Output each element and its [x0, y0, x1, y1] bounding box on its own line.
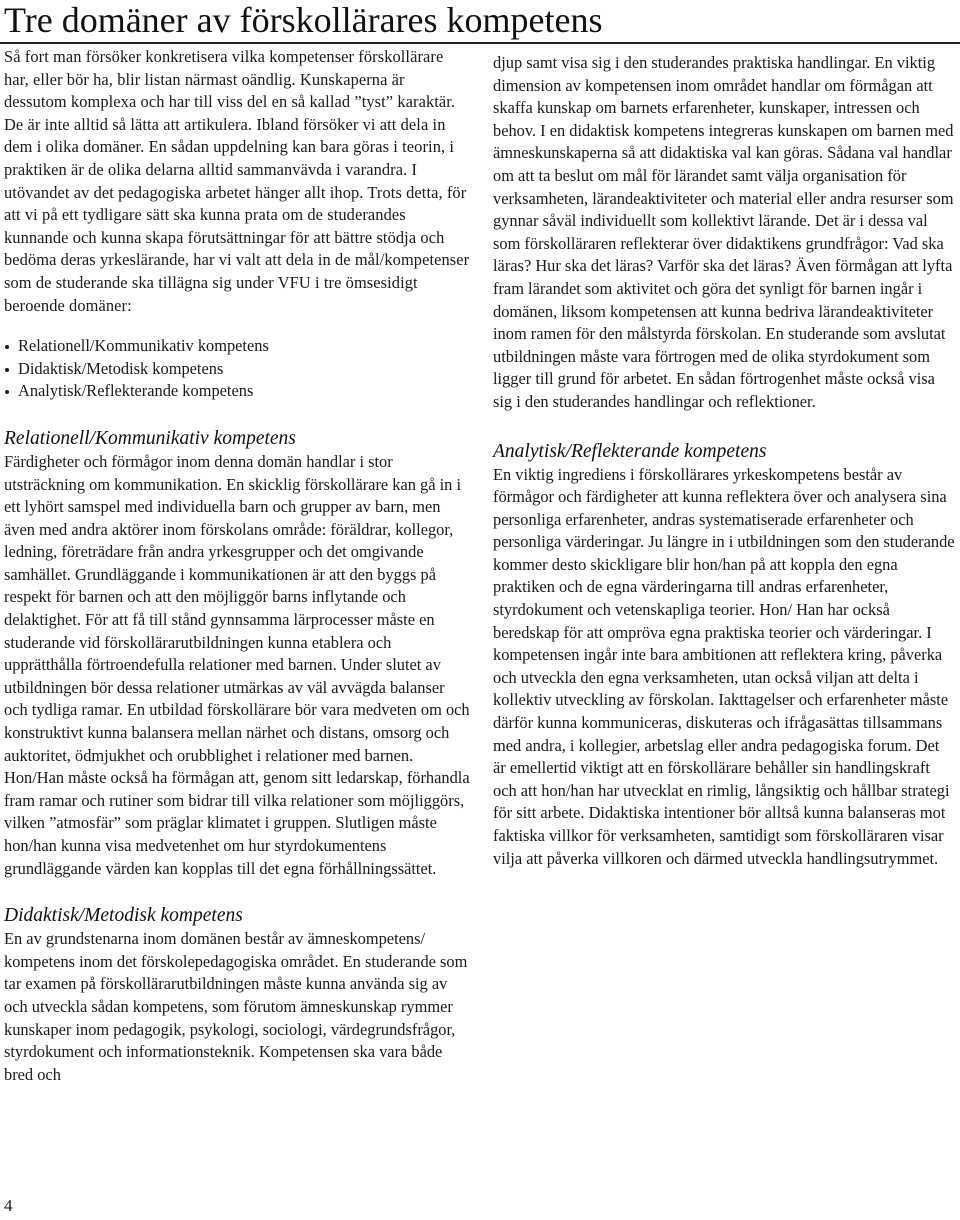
- didactic-heading: Didaktisk/Metodisk kompetens: [4, 905, 243, 927]
- relational-heading: Relationell/Kommunikativ kompetens: [4, 427, 296, 449]
- title-rule: [0, 42, 960, 44]
- intro-paragraph: Så fort man försöker konkretisera vilka kompetenser förskollärare har, eller bör ha, blir listan närmast oändlig. Kunskaperna är dessutom komplexa och har till viss del en så kallad ”tyst” karaktär. De är inte alltid så lätta att artikulera. Ibland försöker vi att dela in dem i olika domäner. En sådan uppdelning kan bara göras i teorin, i praktiken är de olika delarna alltid sammanvävda i varandra. I utövandet av det pedagogiska arbetet hänger allt ihop. Trots detta, för att vi på ett tydligare sätt ska kunna prata om de studerandes kunnande och kunna skapa förutsättningar för att bättre stödja och bedöma deras yrkeslärande, har vi valt att dela in de mål/kompetenser som de studerande ska tillägna sig under VFU i tre ömsesidigt beroende domäner:: [4, 47, 470, 315]
- right-column: [493, 52, 955, 870]
- analytical-heading: Analytisk/Reflekterande kompetens: [493, 440, 767, 462]
- didactic-paragraph: En av grundstenarna inom domänen består av ämneskompetens/ kompetens inom det förskolepedagogiska området. En studerande som tar examen på förskollärarutbildningen måste kunna använda sig av och utveckla sådan kompetens, som förutom ämneskunskap rymmer kunskaper inom pedagogik, psykologi, sociologi, värdegrundsfrågor, styrdokument och informationsteknik. Kompetensen ska vara både bred och: [4, 929, 468, 1084]
- list-item: Didaktisk/Metodisk kompetens: [4, 358, 470, 381]
- page-number: 4: [4, 1196, 13, 1215]
- didactic-paragraph-continued: djup samt visa sig i den studerandes praktiska handlingar. En viktig dimension av kompetensen inom området handlar om förmågan att skaffa kunskap om barnets erfarenheter, kunskaper, intressen och behov. I en didaktisk kompetens integreras kunskapen om barnen med ämneskunskaperna så att didaktiska val kan göras. Sådana val handlar om att ta beslut om mål för lärandet samt välja organisation för verksamheten, lärandeaktiviteter och material eller andra resurser som gynnar såväl individuellt som kollektivt lärande. Det är i dessa val som förskolläraren reflekterar över didaktikens grundfrågor: Vad ska läras? Hur ska det läras? Varför ska det läras? Även förmågan att lyfta fram lärandet som aktivitet och göra det synligt för barnen ingår i domänen, liksom kompetensen att kunna bedriva lärandeaktiviteter inom ramen för den målstyrda förskolan. En studerande som avslutat utbildningen måste vara förtrogen med de olika styrdokument som ligger till grund för arbetet. En sådan förtrogenhet måste också visa sig i den studerandes handlingar och reflektioner.: [493, 53, 954, 411]
- list-item: Analytisk/Reflekterande kompetens: [4, 380, 470, 403]
- relational-paragraph: Färdigheter och förmågor inom denna domän handlar i stor utsträckning om kommunikation. En skicklig förskollärare kan gå in i ett lyhört samspel med individuella barn och grupper av barn, men även med andra aktörer inom förskolans område: föräldrar, kollegor, ledning, företrädare från andra yrkesgrupper och det omgivande samhället. Grundläggande i kommunikationen är att den byggs på respekt för barnen och att den möjliggör barns inflytande och delaktighet. För att få till stånd gynnsamma lärprocesser måste en studerande vid förskollärarutbildningen kunna etablera och upprätthålla förtroendefulla relationer med barnen. Under slutet av utbildningen bör dessa relationer utmärkas av väl avvägda balanser och tydliga ramar. En utbildad förskollärare bör vara medveten om och konstruktivt kunna balansera mellan närhet och distans, omsorg och auktoritet, ödmjukhet och orubblighet i relationer med barnen. Hon/Han måste också ha förmågan att, genom sitt ledarskap, förhandla fram ramar och rutiner som bidrar till vilka relationer som möjliggörs, vilken ”atmosfär” som präglar klimatet i gruppen. Slutligen måste hon/han kunna visa medvetenhet om hur styrdokumentens grundläggande värden kan kopplas till det egna förhållningssättet.: [4, 451, 470, 878]
- left-column: [4, 46, 470, 1086]
- domain-list: [4, 335, 470, 403]
- analytical-paragraph: En viktig ingrediens i förskollärares yrkeskompetens består av förmågor och färdigheter att kunna reflektera över och analysera sina personliga erfarenheter, andras systematiserade erfarenheter och personliga värderingar. Ju längre in i utbildningen som den studerande kommer desto skickligare blir hon/han på att koppla den egna praktiken och de egna värderingarna till andras erfarenheter, styrdokument och vetenskapliga teorier. Hon/ Han har också beredskap för att ompröva egna praktiska teorier och värderingar. I kompetensen ingår inte bara ambitionen att reflektera kring, påverka och utveckla den egna verksamheten, utan också viljan att delta i kollektiv utveckling av förskolan. Iakttagelser och erfarenheter måste därför kunna kommuniceras, diskuteras och ifrågasättas tillsammans med andra, i kollegier, arbetslag eller andra pedagogiska forum. Det är emellertid viktigt att en förskollärare behåller sin handlingskraft och att hon/han har utvecklat en rimlig, långsiktig och hållbar strategi för sitt arbete. Didaktiska intentioner bör alltså kunna balanseras mot faktiska villkor för verksamheten, samtidigt som förskolläraren visar vilja att påverka villkoren och därmed utveckla handlingsutrymmet.: [493, 464, 955, 868]
- list-item: Relationell/Kommunikativ kompetens: [4, 335, 470, 358]
- page-title: Tre domäner av förskollärares kompetens: [4, 0, 603, 40]
